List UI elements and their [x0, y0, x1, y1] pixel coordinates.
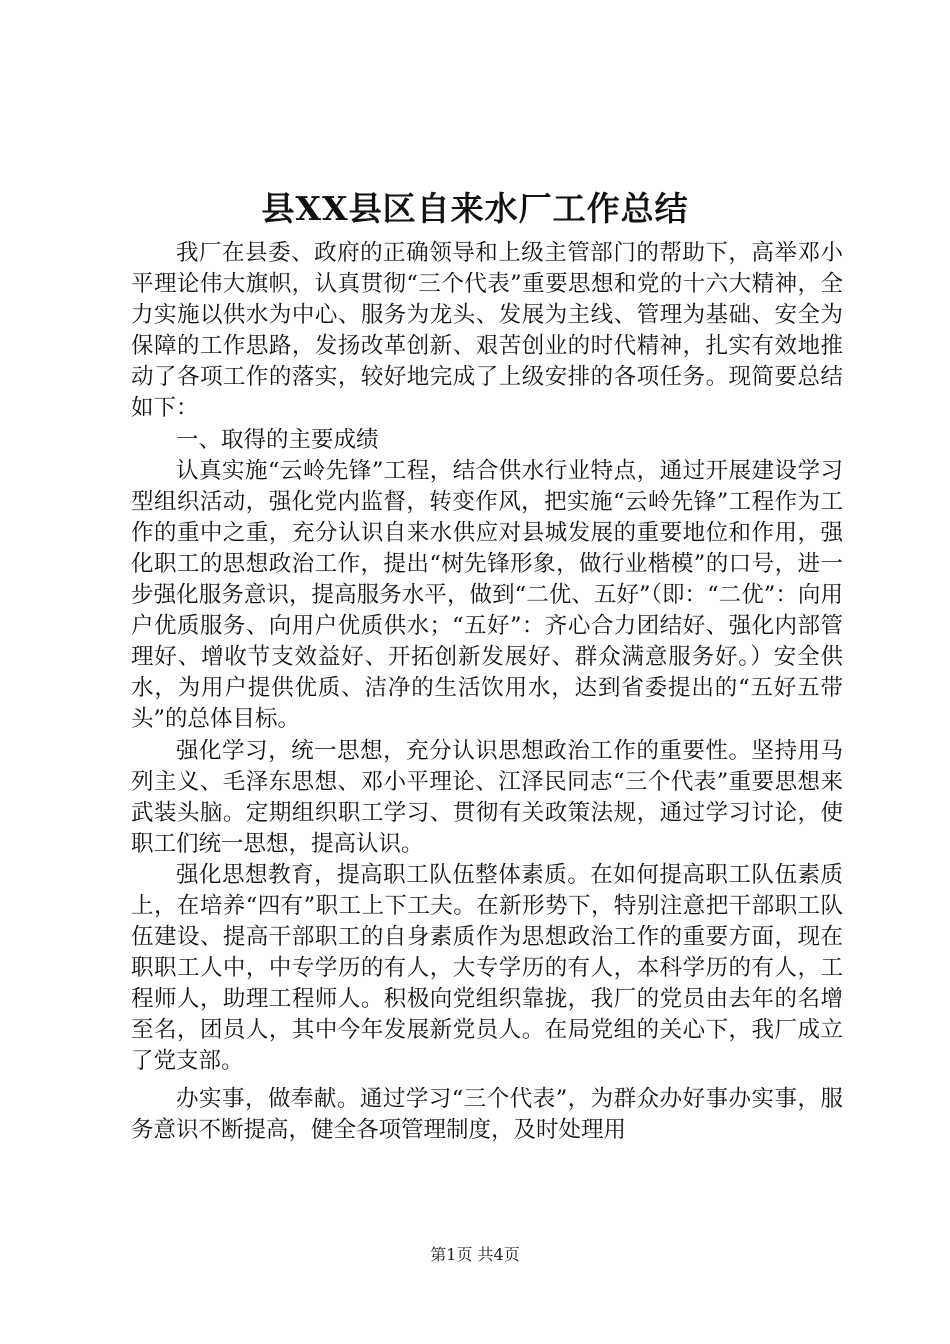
document-body: [131, 238, 843, 1146]
paragraph-pioneer-project: 认真实施“云岭先锋”工程，结合供水行业特点，通过开展建设学习型组织活动，强化党内监督，转变作风，把实施“云岭先锋”工程作为工作的重中之重，充分认识自来水供应对县城发展的重要地位和作用，强化职工的思想政治工作，提出“树先锋形象，做行业楷模”的口号，进一步强化服务意识，提高服务水平，做到“二优、五好”（即：“二优”：向用户优质服务、向用户优质供水；“五好”：齐心合力团结好、强化内部管理好、增收节支效益好、开拓创新发展好、群众满意服务好。）安全供水，为用户提供优质、洁净的生活饮用水，达到省委提出的“五好五带头”的总体目标。: [131, 457, 843, 733]
paragraph-study: 强化学习，统一思想，充分认识思想政治工作的重要性。坚持用马列主义、毛泽东思想、邓小平理论、江泽民同志“三个代表”重要思想来武装头脑。定期组织职工学习、贯彻有关政策法规，通过学习讨论，使职工们统一思想，提高认识。: [131, 737, 843, 857]
paragraph-practical-work: 办实事，做奉献。通过学习“三个代表”，为群众办好事办实事，服务意识不断提高，健全各项管理制度，及时处理用: [131, 1085, 843, 1143]
document-title: 县XX县区自来水厂工作总结: [261, 189, 689, 228]
paragraph-education: 强化思想教育，提高职工队伍整体素质。在如何提高职工队伍素质上，在培养“四有”职工上下工夫。在新形势下，特别注意把干部职工队伍建设、提高干部职工的自身素质作为思想政治工作的重要方面，现在职职工人中，中专学历的有人，大专学历的有人，本科学历的有人，工程师人，助理工程师人。积极向党组织靠拢，我厂的党员由去年的名增至名，团员人，其中今年发展新党员人。在局党组的关心下，我厂成立了党支部。: [131, 861, 843, 1075]
page-footer: 第1页 共4页: [430, 1245, 520, 1264]
section-heading-achievements: 一、取得的主要成绩: [176, 426, 379, 453]
paragraph-intro: 我厂在县委、政府的正确领导和上级主管部门的帮助下，高举邓小平理论伟大旗帜，认真贯彻“三个代表”重要思想和党的十六大精神，全力实施以供水为中心、服务为龙头、发展为主线、管理为基础、安全为保障的工作思路，发扬改革创新、艰苦创业的时代精神，扎实有效地推动了各项工作的落实，较好地完成了上级安排的各项任务。现简要总结如下：: [131, 240, 843, 422]
